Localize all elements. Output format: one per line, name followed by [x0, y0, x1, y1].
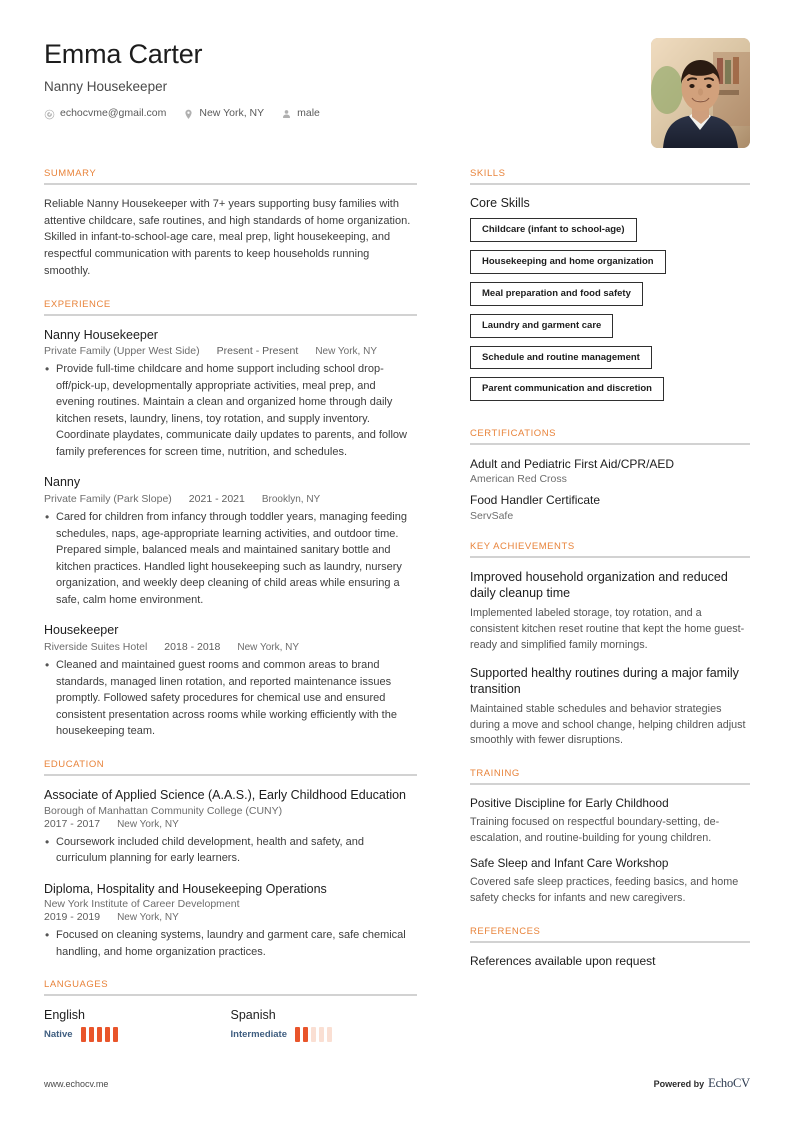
- experience-entry: [44, 474, 417, 608]
- section-divider: [470, 783, 750, 785]
- section-divider: [44, 314, 417, 316]
- language-level-row: [44, 1027, 231, 1042]
- skills-chip-list: [470, 218, 750, 409]
- skill-chip: Meal preparation and food safety: [470, 282, 643, 306]
- education-bullets: [44, 834, 417, 867]
- resume-header: [44, 40, 750, 155]
- section-divider: [470, 556, 750, 558]
- section-divider: [470, 443, 750, 445]
- training-description: Covered safe sleep practices, feeding basics, and home safety checks for infants and new caregivers.: [470, 876, 739, 905]
- language-name: Spanish: [230, 1008, 276, 1023]
- education-school: Borough of Manhattan Community College (CUNY): [44, 804, 283, 817]
- contact-email: [44, 107, 166, 119]
- section-divider: [470, 183, 750, 185]
- contact-gender-text: male: [297, 106, 320, 119]
- list-item: • Focused on cleaning systems, laundry and garment care, safe chemical handling, and home organization practices.: [44, 927, 417, 960]
- experience-role: Nanny: [44, 475, 81, 490]
- achievement-item: [470, 665, 750, 750]
- education-dates: 2017 - 2017: [44, 817, 101, 830]
- list-item: • Coursework included child development, health and safety, and curriculum planning for early learners.: [44, 834, 417, 867]
- section-key-achievements: [470, 541, 750, 750]
- language-proficiency-bars: [81, 1027, 118, 1042]
- skill-chip: Parent communication and discretion: [470, 377, 664, 401]
- language-item: [44, 1007, 231, 1042]
- education-location: New York, NY: [117, 912, 179, 924]
- languages-grid: [44, 1007, 417, 1042]
- experience-dates: Present - Present: [216, 345, 299, 358]
- language-item: [231, 1007, 418, 1042]
- footer-site-url: www.echocv.me: [44, 1078, 109, 1089]
- experience-meta: [44, 641, 417, 653]
- language-level: Intermediate: [230, 1029, 287, 1041]
- section-certifications: [470, 428, 750, 521]
- section-title-achievements: KEY ACHIEVEMENTS: [470, 540, 575, 552]
- section-divider: [44, 774, 417, 776]
- certification-item: [470, 492, 750, 521]
- contact-location-text: New York, NY: [199, 106, 265, 119]
- experience-dates: 2018 - 2018: [164, 641, 221, 654]
- footer-powered-label: Powered by: [653, 1079, 705, 1089]
- section-title-summary: SUMMARY: [44, 168, 97, 179]
- contact-location: [183, 107, 264, 119]
- proficiency-bar: [319, 1027, 324, 1042]
- section-divider: [470, 941, 750, 943]
- list-item: • Cared for children from infancy through toddler years, managing feeding schedules, naps, age-appropriate learning activities, and outdoor time. Prepared simple, balanced meals and maintained sanitary bottle and kitchen practices. Handled light housekeeping such as laundry, nursery organization, and weekly deep cleaning of child areas while ensuring a safe, calm home environment.: [44, 509, 417, 608]
- section-divider: [44, 994, 417, 996]
- location-pin-icon: [183, 107, 194, 118]
- certification-issuer: American Red Cross: [470, 473, 567, 486]
- section-title-certifications: CERTIFICATIONS: [470, 428, 556, 440]
- achievement-title: Supported healthy routines during a major family transition: [470, 665, 739, 697]
- list-item: • Provide full-time childcare and home support including school drop-off/pick-up, developmentally appropriate activities, meal prep, and evening routines. Maintain a clean and organized home through daily kitchen resets, laundry, linens, toy rotation, and supply inventory. Coordinate playdates, communicate daily updates to parents, and follow family preferences for screen time, nutrition, and schedules.: [44, 361, 417, 460]
- references-text: References available upon request: [470, 954, 656, 969]
- education-entry: [44, 881, 417, 961]
- experience-location: Brooklyn, NY: [261, 494, 321, 506]
- person-icon: [281, 107, 292, 118]
- section-title-references: REFERENCES: [470, 926, 541, 938]
- section-skills: [470, 168, 750, 409]
- contact-email-text: echocvme@gmail.com: [60, 106, 167, 119]
- section-training: [470, 768, 750, 907]
- education-entry: [44, 787, 417, 867]
- contact-gender: [281, 107, 320, 119]
- proficiency-bar: [113, 1027, 118, 1042]
- page-footer: [44, 1076, 750, 1091]
- section-summary: [44, 168, 417, 280]
- section-title-languages: LANGUAGES: [44, 979, 109, 991]
- section-title-skills: SKILLS: [470, 168, 506, 179]
- language-proficiency-bars: [295, 1027, 332, 1042]
- experience-bullets: [44, 509, 417, 608]
- experience-bullets: [44, 657, 417, 740]
- experience-org: Private Family (Upper West Side): [44, 345, 200, 358]
- achievement-title: Improved household organization and reduced daily cleanup time: [470, 569, 728, 601]
- experience-org: Private Family (Park Slope): [44, 493, 172, 506]
- proficiency-bar: [97, 1027, 102, 1042]
- experience-role: Housekeeper: [44, 623, 119, 638]
- skills-group-label: Core Skills: [470, 196, 530, 210]
- certification-issuer: ServSafe: [470, 509, 514, 522]
- training-description: Training focused on respectful boundary-setting, de-escalation, and routine-building for young children.: [470, 816, 720, 845]
- proficiency-bar: [81, 1027, 86, 1042]
- left-column: [44, 168, 417, 1061]
- training-title: Safe Sleep and Infant Care Workshop: [470, 856, 669, 871]
- education-bullets: [44, 927, 417, 960]
- achievement-item: [470, 569, 750, 654]
- experience-bullets: [44, 361, 417, 460]
- proficiency-bar: [89, 1027, 94, 1042]
- experience-meta: [44, 345, 417, 357]
- education-meta: [44, 818, 417, 830]
- experience-entry: [44, 622, 417, 739]
- right-column: [470, 168, 750, 987]
- proficiency-bar: [295, 1027, 300, 1042]
- section-languages: [44, 979, 417, 1042]
- experience-location: New York, NY: [237, 642, 300, 654]
- certification-item: [470, 456, 750, 485]
- training-item: [470, 856, 750, 907]
- section-references: [470, 926, 750, 968]
- achievement-description: Maintained stable schedules and behavior strategies during a move and school change, helping children adjust smoothly with fewer disruptions.: [470, 702, 746, 747]
- section-divider: [44, 183, 417, 185]
- experience-org: Riverside Suites Hotel: [44, 641, 148, 654]
- skill-chip: Housekeeping and home organization: [470, 250, 666, 274]
- education-school: New York Institute of Career Development: [44, 898, 240, 911]
- section-experience: [44, 299, 417, 740]
- language-name: English: [44, 1008, 85, 1023]
- certification-name: Adult and Pediatric First Aid/CPR/AED: [470, 457, 675, 472]
- summary-text: Reliable Nanny Housekeeper with 7+ years supporting busy families with attentive childcare, safe routines, and high standards of home organization. Skilled in infant-to-school-age care, meal prep, light housekeeping, and respectful communication with parents to keep households running smoothly.: [44, 198, 411, 277]
- proficiency-bar: [327, 1027, 332, 1042]
- language-level-row: [231, 1027, 418, 1042]
- education-location: New York, NY: [117, 818, 179, 830]
- experience-location: New York, NY: [315, 346, 378, 358]
- education-degree: Associate of Applied Science (A.A.S.), Early Childhood Education: [44, 787, 407, 802]
- section-title-experience: EXPERIENCE: [44, 298, 111, 310]
- education-meta: [44, 911, 417, 923]
- proficiency-bar: [311, 1027, 316, 1042]
- training-title: Positive Discipline for Early Childhood: [470, 796, 669, 811]
- section-title-training: TRAINING: [470, 768, 520, 780]
- experience-role: Nanny Housekeeper: [44, 327, 158, 342]
- avatar: [651, 38, 750, 148]
- experience-entry: [44, 327, 417, 461]
- brand-logo: EchoCV: [708, 1076, 750, 1090]
- education-degree: Diploma, Hospitality and Housekeeping Operations: [44, 881, 327, 896]
- contact-row: [44, 107, 750, 119]
- experience-meta: [44, 493, 417, 505]
- skill-chip: Childcare (infant to school-age): [470, 218, 637, 242]
- certification-name: Food Handler Certificate: [470, 493, 601, 508]
- section-education: [44, 759, 417, 961]
- skill-chip: Schedule and routine management: [470, 346, 652, 370]
- language-level: Native: [44, 1029, 73, 1041]
- job-title: Nanny Housekeeper: [44, 78, 168, 94]
- email-icon: [44, 107, 55, 118]
- skill-chip: Laundry and garment care: [470, 314, 613, 338]
- page-title: Emma Carter: [44, 39, 203, 69]
- section-title-education: EDUCATION: [44, 758, 105, 770]
- achievement-description: Implemented labeled storage, toy rotation, and a consistent kitchen reset routine that kept the home guest-ready and simplified family mornings.: [470, 606, 745, 651]
- footer-powered-by: [654, 1076, 750, 1091]
- training-item: [470, 796, 750, 847]
- education-dates: 2019 - 2019: [44, 911, 101, 924]
- proficiency-bar: [303, 1027, 308, 1042]
- experience-dates: 2021 - 2021: [188, 493, 245, 506]
- list-item: • Cleaned and maintained guest rooms and common areas to brand standards, managed linen rotation, and reported maintenance issues promptly. Followed safety procedures for chemical use and ensured consistent presentation across rooms while working efficiently with the housekeeping team.: [44, 657, 417, 740]
- proficiency-bar: [105, 1027, 110, 1042]
